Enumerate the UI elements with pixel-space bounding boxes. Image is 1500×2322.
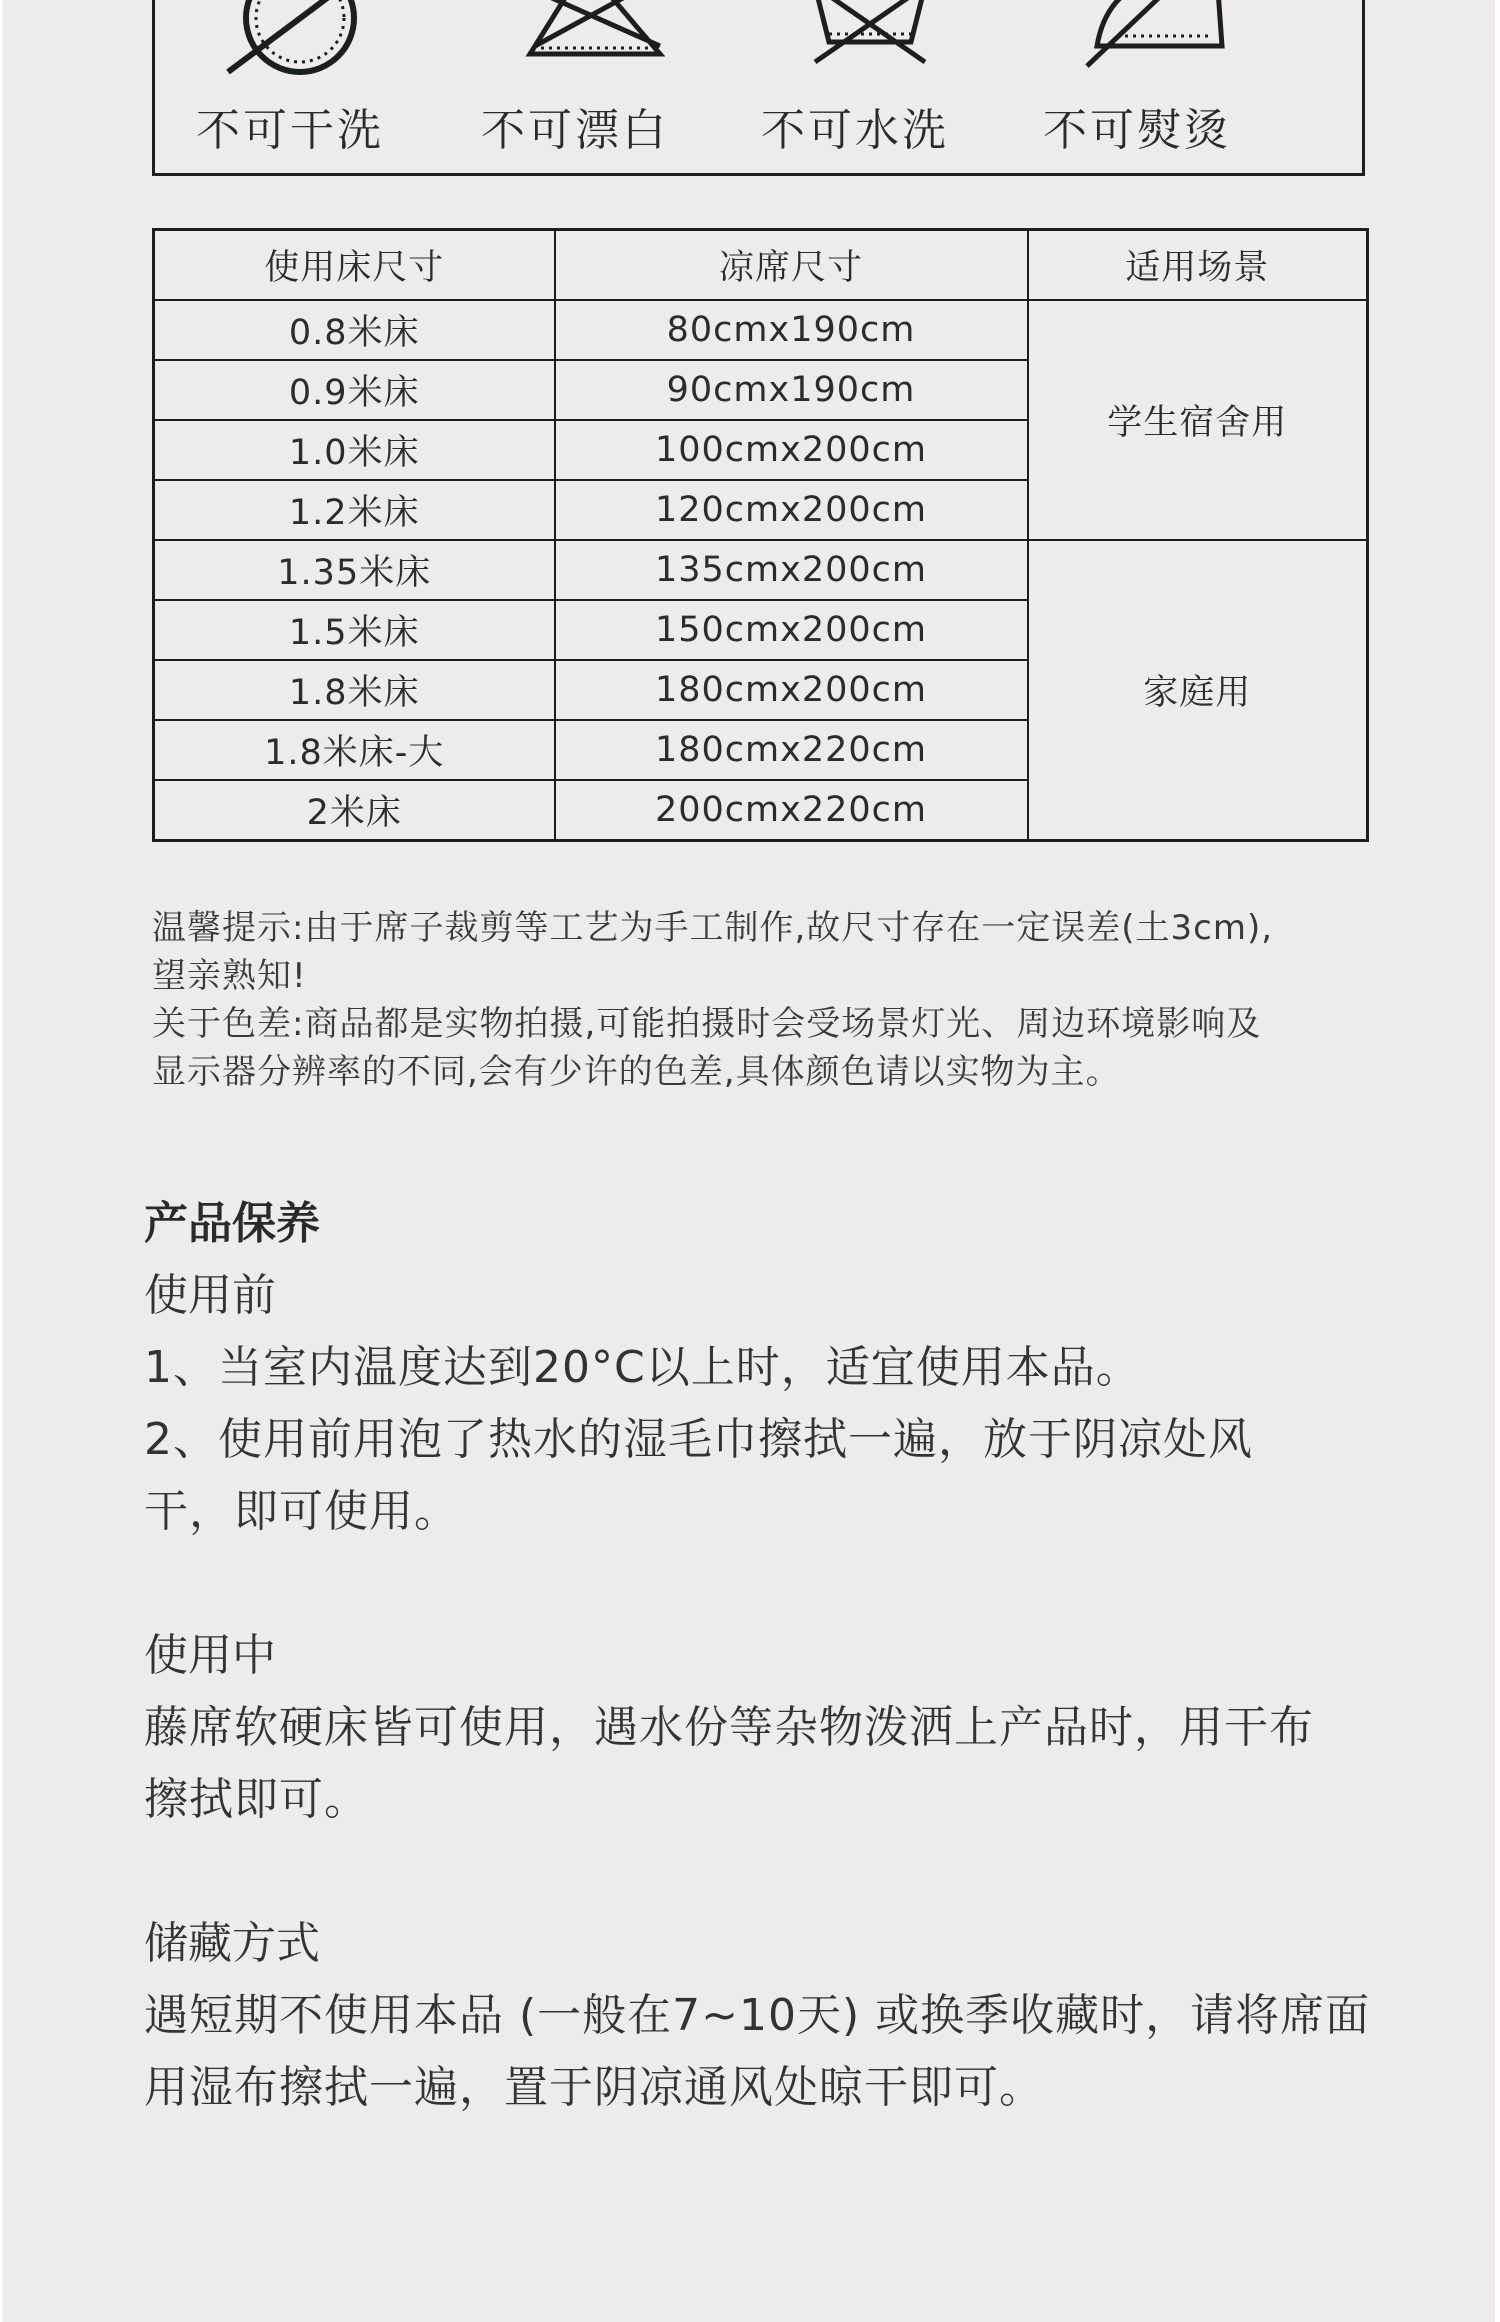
scene-cell-home: 家庭用: [1028, 540, 1368, 841]
no-bleach-icon: [505, 0, 665, 76]
care-label-no-dry-clean: 不可干洗: [196, 105, 384, 156]
bed-size-cell: 1.8米床: [154, 660, 555, 720]
before-use-heading: 使用前: [144, 1270, 276, 1321]
product-care-section: [144, 1188, 1384, 2124]
tips-line: 温馨提示:由于席子裁剪等工艺为手工制作,故尺寸存在一定误差(土3cm),: [152, 908, 1274, 948]
table-header-row: [154, 230, 1368, 301]
mat-size-cell: 200cmx220cm: [555, 780, 1028, 841]
care-symbol-no-wash: [735, 0, 975, 172]
during-use-text: 藤席软硬床皆可使用，遇水份等杂物泼洒上产品时，用干布: [144, 1702, 1314, 1753]
right-border: [1495, 0, 1500, 2322]
spacer: [144, 1548, 1384, 1620]
no-wash-icon: [785, 0, 945, 76]
section-title: 产品保养: [144, 1198, 320, 1249]
before-use-item: 2、使用前用泡了热水的湿毛巾擦拭一遍，放于阴凉处风: [144, 1414, 1253, 1465]
no-dry-clean-icon: [220, 0, 380, 76]
care-label-no-bleach: 不可漂白: [481, 105, 669, 156]
tips-line: 显示器分辨率的不同,会有少许的色差,具体颜色请以实物为主。: [152, 1052, 1121, 1092]
care-label-no-wash: 不可水洗: [761, 105, 949, 156]
mat-size-cell: 80cmx190cm: [555, 300, 1028, 360]
header-scene: 适用场景: [1028, 230, 1368, 301]
mat-size-cell: 135cmx200cm: [555, 540, 1028, 600]
bed-size-cell: 0.9米床: [154, 360, 555, 420]
left-border: [0, 0, 3, 2322]
bed-size-cell: 1.2米床: [154, 480, 555, 540]
mat-size-cell: 100cmx200cm: [555, 420, 1028, 480]
care-symbol-no-dry-clean: [170, 0, 410, 172]
before-use-item-cont: 干，即可使用。: [144, 1486, 459, 1537]
size-table: [152, 228, 1369, 842]
header-mat-size: 凉席尺寸: [555, 230, 1028, 301]
bed-size-cell: 2米床: [154, 780, 555, 841]
during-use-text-cont: 擦拭即可。: [144, 1774, 369, 1825]
no-iron-icon: [1067, 0, 1227, 76]
bed-size-cell: 1.35米床: [154, 540, 555, 600]
spacer: [144, 1836, 1384, 1908]
tips-line: 关于色差:商品都是实物拍摄,可能拍摄时会受场景灯光、周边环境影响及: [152, 1004, 1262, 1044]
tips-line: 望亲熟知!: [152, 956, 307, 996]
mat-size-cell: 180cmx220cm: [555, 720, 1028, 780]
bed-size-cell: 1.5米床: [154, 600, 555, 660]
storage-heading: 储藏方式: [144, 1918, 320, 1969]
before-use-item: 1、当室内温度达到20°C以上时，适宜使用本品。: [144, 1342, 1141, 1393]
bed-size-cell: 1.8米床-大: [154, 720, 555, 780]
scene-cell-dorm: 学生宿舍用: [1028, 300, 1368, 540]
mat-size-cell: 150cmx200cm: [555, 600, 1028, 660]
care-label-no-iron: 不可熨烫: [1043, 105, 1231, 156]
during-use-heading: 使用中: [144, 1630, 276, 1681]
care-symbols-box: [152, 0, 1365, 176]
tips-block: [152, 904, 1382, 1096]
storage-text-cont: 用湿布擦拭一遍，置于阴凉通风处晾干即可。: [144, 2062, 1044, 2113]
table-row: [154, 300, 1368, 360]
header-bed-size: 使用床尺寸: [154, 230, 555, 301]
table-row: [154, 540, 1368, 600]
mat-size-cell: 180cmx200cm: [555, 660, 1028, 720]
bed-size-cell: 1.0米床: [154, 420, 555, 480]
mat-size-cell: 90cmx190cm: [555, 360, 1028, 420]
mat-size-cell: 120cmx200cm: [555, 480, 1028, 540]
storage-text: 遇短期不使用本品 (一般在7~10天) 或换季收藏时，请将席面: [144, 1990, 1371, 2041]
care-symbol-no-bleach: [455, 0, 695, 172]
care-symbol-no-iron: [1017, 0, 1257, 172]
bed-size-cell: 0.8米床: [154, 300, 555, 360]
